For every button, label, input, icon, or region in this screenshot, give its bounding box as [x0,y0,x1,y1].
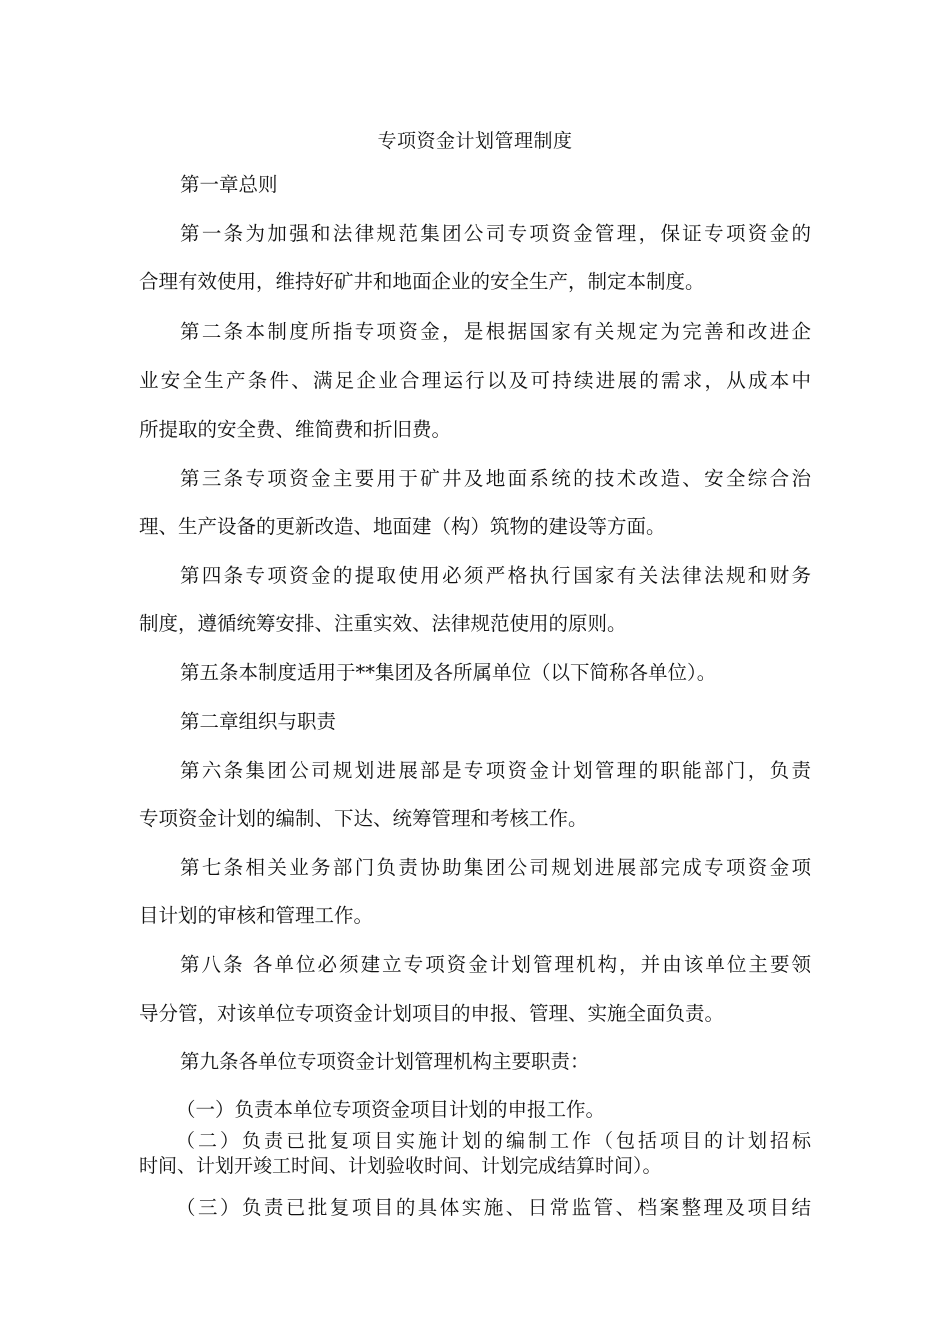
text-line: 导分管，对该单位专项资金计划项目的申报、管理、实施全面负责。 [139,1002,725,1025]
document-title: 专项资金计划管理制度 [377,130,573,152]
text-line: 第四条专项资金的提取使用必须严格执行国家有关法律法规和财务 [180,564,811,587]
text-line: 业安全生产条件、满足企业合理运行以及可持续进展的需求，从成本中 [139,369,811,392]
text-line: 制度，遵循统筹安排、注重实效、法律规范使用的原则。 [139,612,627,635]
text-line: 第二条本制度所指专项资金，是根据国家有关规定为完善和改进企 [180,320,811,343]
chapter-heading: 第二章组织与职责 [180,710,337,733]
text-line: 第五条本制度适用于**集团及各所属单位（以下简称各单位）。 [180,661,717,684]
list-item: （一）负责本单位专项资金项目计划的申报工作。 [176,1098,606,1121]
text-line: 第八条 各单位必须建立专项资金计划管理机构，并由该单位主要领 [180,953,811,976]
list-item: （三）负责已批复项目的具体实施、日常监管、档案整理及项目结 [176,1196,811,1219]
text-line: 理、生产设备的更新改造、地面建（构）筑物的建设等方面。 [139,515,666,538]
text-line: 合理有效使用，维持好矿井和地面企业的安全生产，制定本制度。 [139,270,705,293]
text-line: 第六条集团公司规划进展部是专项资金计划管理的职能部门，负责 [180,759,811,782]
text-line: 专项资金计划的编制、下达、统筹管理和考核工作。 [139,807,588,830]
text-line: 第七条相关业务部门负责协助集团公司规划进展部完成专项资金项 [180,856,811,879]
text-line: 第九条各单位专项资金计划管理机构主要职责： [180,1050,590,1073]
text-line: 第三条专项资金主要用于矿井及地面系统的技术改造、安全综合治 [180,467,811,490]
text-line: 所提取的安全费、维简费和折旧费。 [139,418,452,441]
text-line: 目计划的审核和管理工作。 [139,904,374,927]
text-line: 第一条为加强和法律规范集团公司专项资金管理，保证专项资金的 [180,222,811,245]
list-item: （二）负责已批复项目实施计划的编制工作（包括项目的计划招标 [176,1130,811,1152]
text-line: 时间、计划开竣工时间、计划验收时间、计划完成结算时间）。 [139,1155,662,1177]
chapter-heading: 第一章总则 [180,173,278,196]
